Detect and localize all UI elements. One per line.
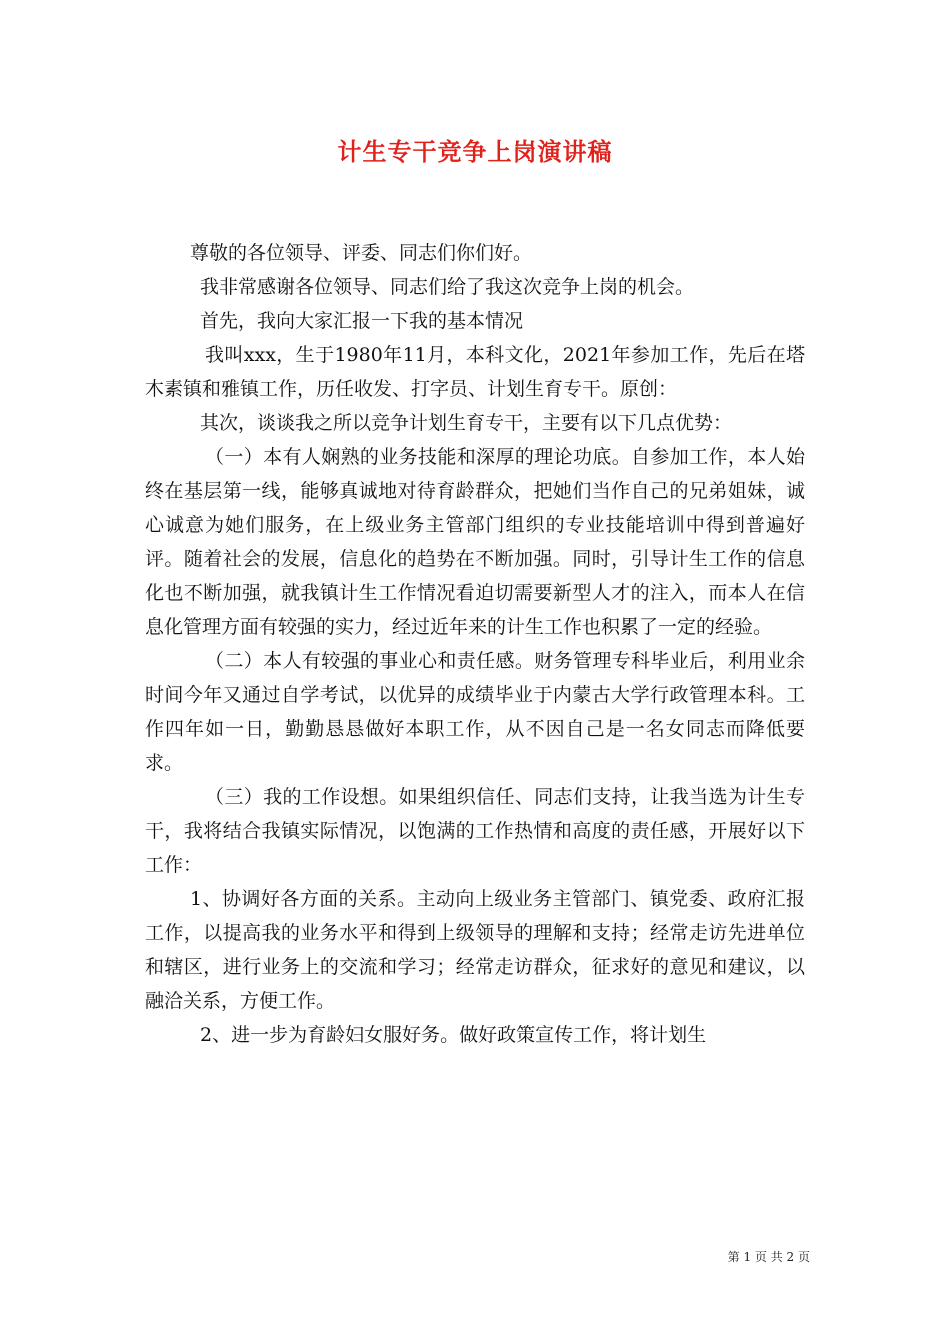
document-body <box>145 236 805 1052</box>
paragraph-basic-info: 我叫xxx，生于1980年11月，本科文化，2021年参加工作，先后在塔木素镇和雅镇工作，历任收发、打字员、计划生育专干。原创： <box>145 344 805 400</box>
paragraph-intro: 首先，我向大家汇报一下我的基本情况 <box>200 310 524 332</box>
paragraph-plan-2: 2、进一步为育龄妇女服好务。做好政策宣传工作，将计划生 <box>200 1024 707 1046</box>
paragraph-plan-1: 1、协调好各方面的关系。主动向上级业务主管部门、镇党委、政府汇报工作，以提高我的业务水平和得到上级领导的理解和支持；经常走访先进单位和辖区，进行业务上的交流和学习；经常走访群众，征求好的意见和建议，以融洽关系，方便工作。 <box>145 888 805 1012</box>
document-title: 计生专干竞争上岗演讲稿 <box>337 137 613 166</box>
paragraph-advantages: 其次，谈谈我之所以竞争计划生育专干，主要有以下几点优势： <box>200 412 733 434</box>
paragraph-advantage-2: （二）本人有较强的事业心和责任感。财务管理专科毕业后，利用业余时间今年又通过自学考试，以优异的成绩毕业于内蒙古大学行政管理本科。工作四年如一日，勤勤恳恳做好本职工作，从不因自己是一名女同志而降低要求。 <box>145 650 805 774</box>
paragraph-advantage-1: （一）本有人娴熟的业务技能和深厚的理论功底。自参加工作，本人始终在基层第一线，能够真诚地对待育龄群众，把她们当作自己的兄弟姐妹，诚心诚意为她们服务，在上级业务主管部门组织的专业技能培训中得到普遍好评。随着社会的发展，信息化的趋势在不断加强。同时，引导计生工作的信息化也不断加强，就我镇计生工作情况看迫切需要新型人才的注入，而本人在信息化管理方面有较强的实力，经过近年来的计生工作也积累了一定的经验。 <box>145 446 805 638</box>
paragraph-thanks: 我非常感谢各位领导、同志们给了我这次竞争上岗的机会。 <box>200 276 695 298</box>
paragraph-greeting: 尊敬的各位领导、评委、同志们你们好。 <box>190 242 533 264</box>
page-footer: 第 1 页 共 2 页 <box>727 1250 810 1264</box>
paragraph-advantage-3: （三）我的工作设想。如果组织信任、同志们支持，让我当选为计生专干，我将结合我镇实际情况，以饱满的工作热情和高度的责任感，开展好以下工作： <box>145 786 805 876</box>
